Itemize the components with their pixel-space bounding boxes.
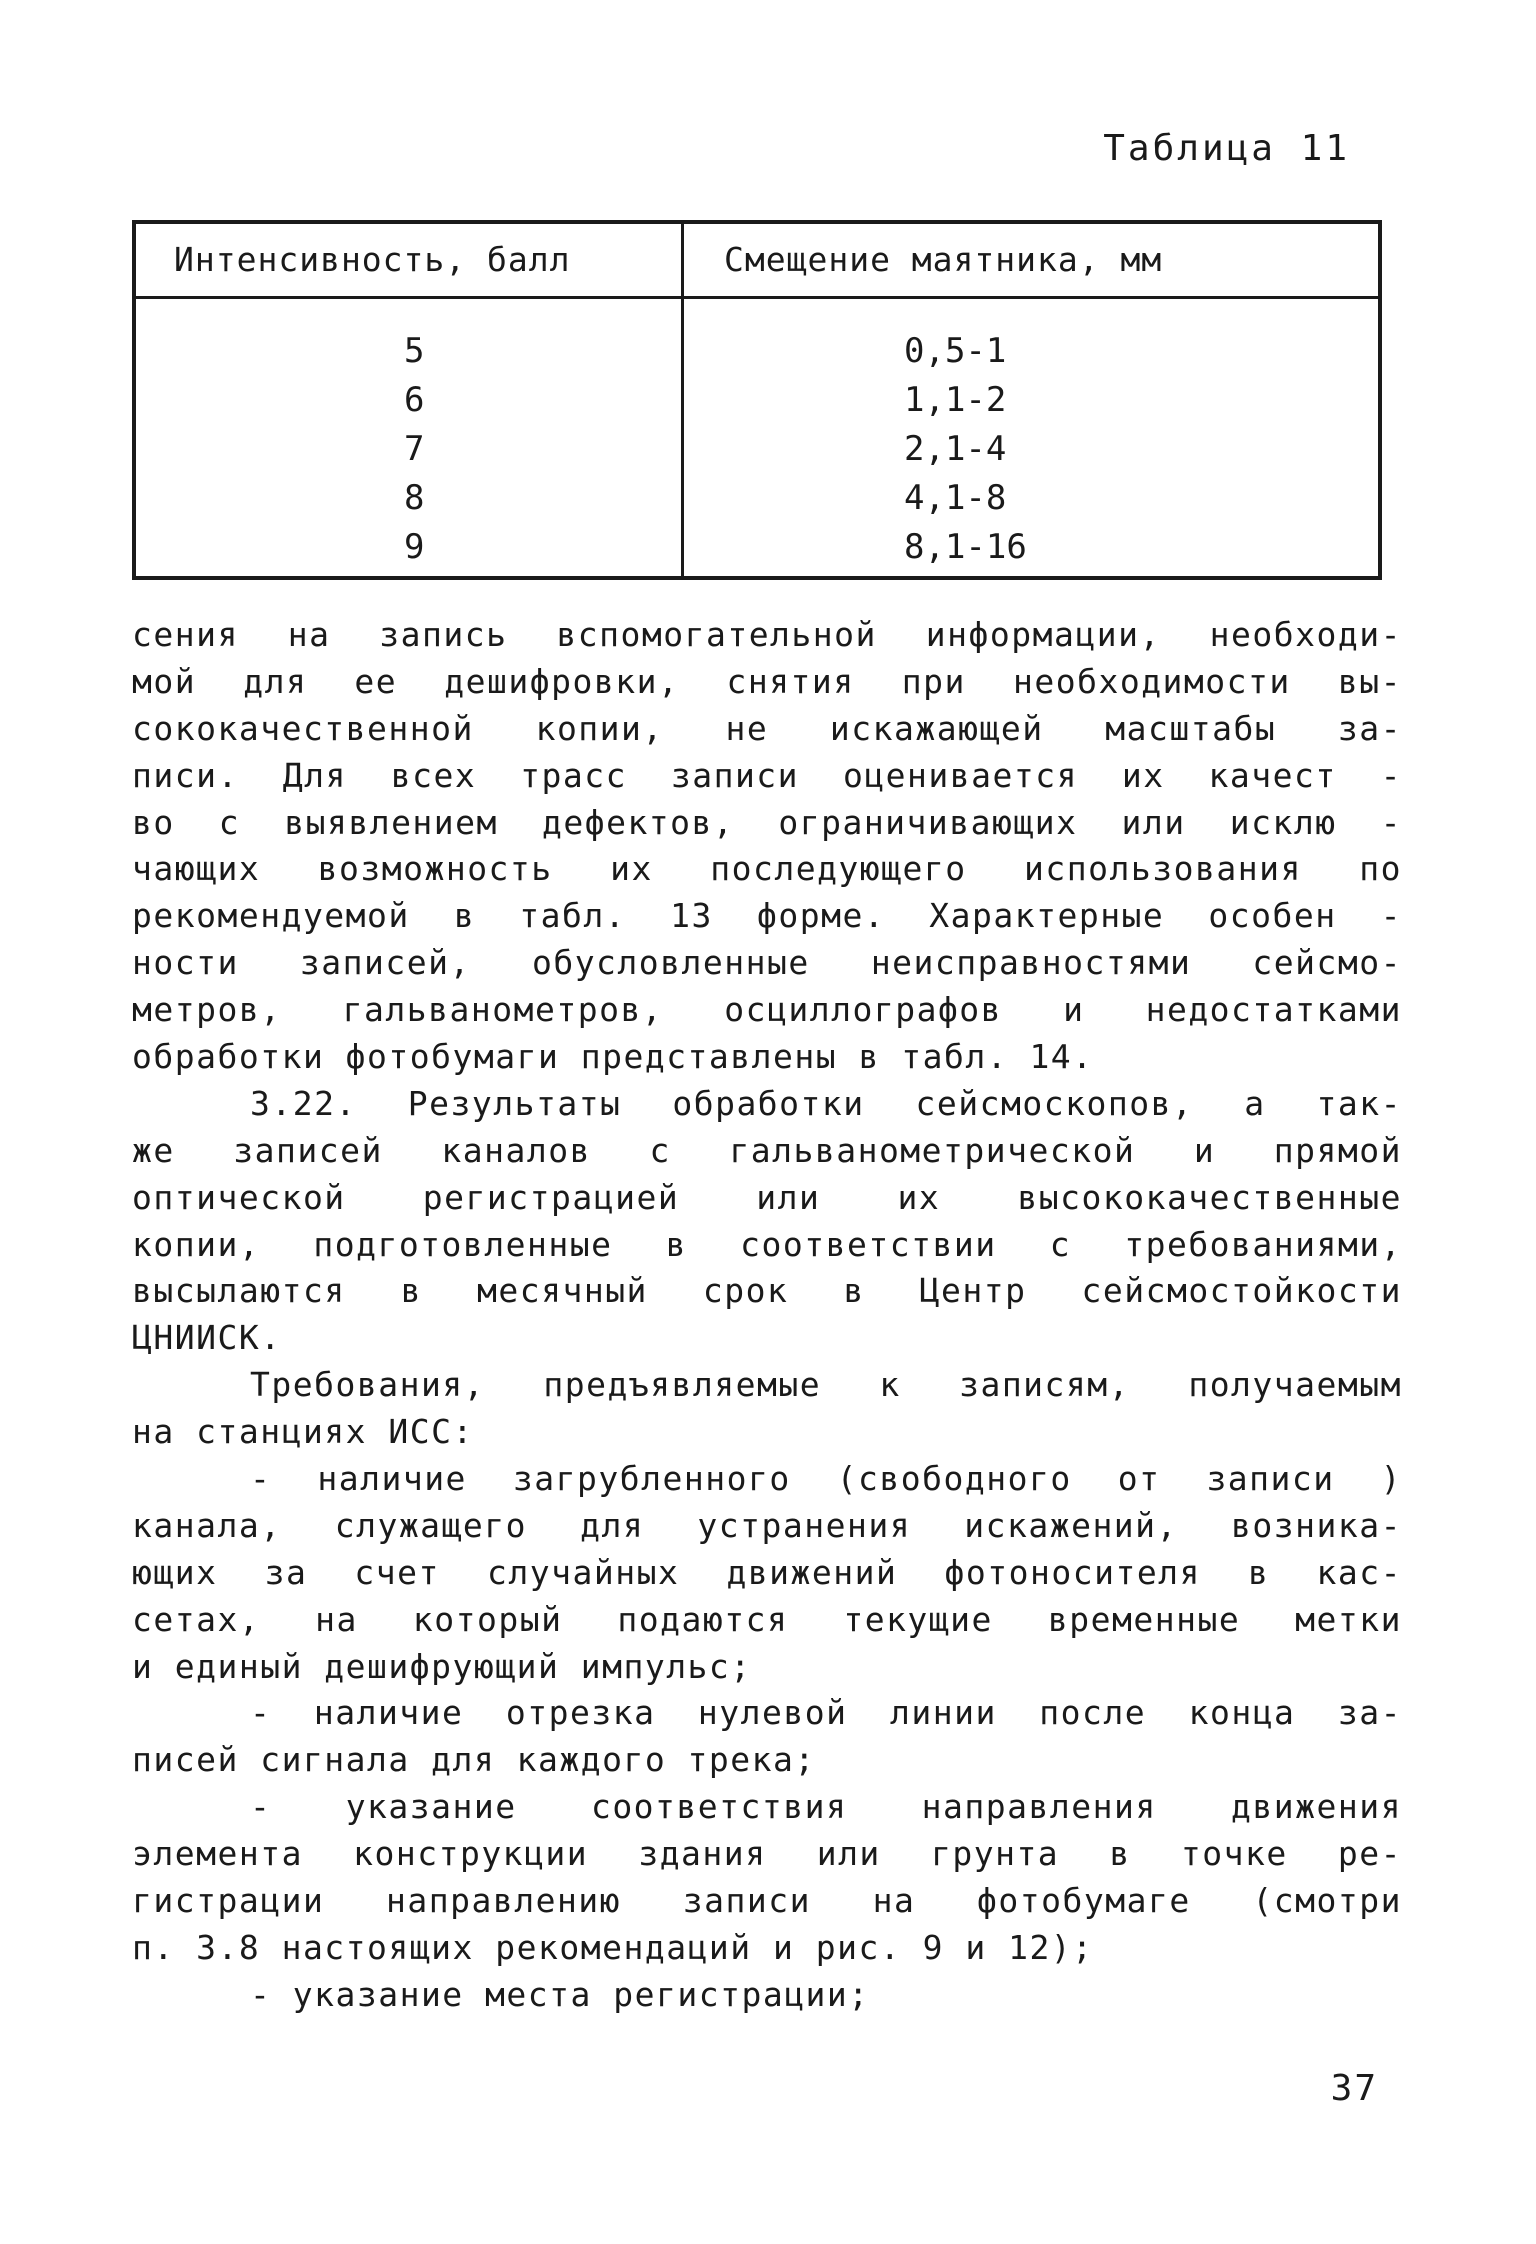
- text-line: метров, гальванометров, осциллографов и недостатками: [132, 990, 1402, 1030]
- header-intensity: Интенсивность, балл: [136, 224, 684, 296]
- text-line: элемента конструкции здания или грунта в точке ре-: [132, 1834, 1402, 1874]
- text-line: - указание соответствия направления движения: [250, 1787, 1402, 1827]
- text-line: - указание места регистрации;: [250, 1974, 870, 2014]
- text-line: сококачественной копии, не искажающей масштабы за-: [132, 708, 1402, 748]
- text-line: чающих возможность их последующего использования по: [132, 849, 1402, 889]
- text-line: копии, подготовленные в соответствии с требованиями,: [132, 1224, 1402, 1264]
- cell-intensity: 9: [404, 527, 425, 567]
- text-line: и единый дешифрующий импульс;: [132, 1646, 752, 1686]
- column-displacement: [684, 299, 1378, 576]
- text-line: ЦНИИСК.: [132, 1318, 282, 1358]
- text-line: гистрации направлению записи на фотобумаге (смотри: [132, 1881, 1402, 1921]
- text-line: рекомендуемой в табл. 13 форме. Характерные особен -: [132, 896, 1402, 936]
- cell-displacement: 2,1-4: [904, 429, 1007, 469]
- text-line: писей сигнала для каждого трека;: [132, 1740, 816, 1780]
- cell-displacement: 1,1-2: [904, 380, 1007, 420]
- cell-displacement: 4,1-8: [904, 478, 1007, 518]
- text-line: же записей каналов с гальванометрической и прямой: [132, 1130, 1402, 1170]
- text-line: высылаются в месячный срок в Центр сейсмостойкости: [132, 1271, 1402, 1311]
- intensity-table: [132, 220, 1382, 580]
- body-text: [132, 612, 1402, 2019]
- text-line: - наличие загрубленного (свободного от записи ): [250, 1459, 1402, 1499]
- table-header-row: [136, 224, 1378, 299]
- text-line: 3.22. Результаты обработки сейсмоскопов, а так-: [250, 1083, 1402, 1123]
- text-line: канала, служащего для устранения искажений, возника-: [132, 1505, 1402, 1545]
- table-caption: Таблица 11: [1103, 128, 1350, 169]
- column-intensity: [136, 299, 684, 576]
- cell-intensity: 5: [404, 331, 425, 371]
- text-line: оптической регистрацией или их высококачественные: [132, 1177, 1402, 1217]
- cell-intensity: 7: [404, 429, 425, 469]
- text-line: - наличие отрезка нулевой линии после конца за-: [250, 1693, 1402, 1733]
- cell-intensity: 8: [404, 478, 425, 518]
- page-number: 37: [1330, 2068, 1378, 2109]
- text-line: п. 3.8 настоящих рекомендаций и рис. 9 и 12);: [132, 1927, 1094, 1967]
- text-line: писи. Для всех трасс записи оценивается их качест -: [132, 755, 1402, 795]
- cell-displacement: 8,1-16: [904, 527, 1027, 567]
- text-line: Требования, предъявляемые к записям, получаемым: [250, 1365, 1402, 1405]
- text-line: мой для ее дешифровки, снятия при необходимости вы-: [132, 661, 1402, 701]
- cell-intensity: 6: [404, 380, 425, 420]
- text-line: сетах, на который подаются текущие временные метки: [132, 1599, 1402, 1639]
- text-line: ющих за счет случайных движений фотоносителя в кас-: [132, 1552, 1402, 1592]
- text-line: на станциях ИСС:: [132, 1412, 474, 1452]
- table-body: [136, 299, 1378, 576]
- text-line: во с выявлением дефектов, ограничивающих или исклю -: [132, 802, 1402, 842]
- text-line: сения на запись вспомогательной информации, необходи-: [132, 615, 1402, 654]
- text-line: ности записей, обусловленные неисправностями сейсмо-: [132, 943, 1402, 983]
- cell-displacement: 0,5-1: [904, 331, 1007, 371]
- header-displacement: Смещение маятника, мм: [724, 240, 1163, 279]
- text-line: обработки фотобумаги представлены в табл. 14.: [132, 1037, 1094, 1077]
